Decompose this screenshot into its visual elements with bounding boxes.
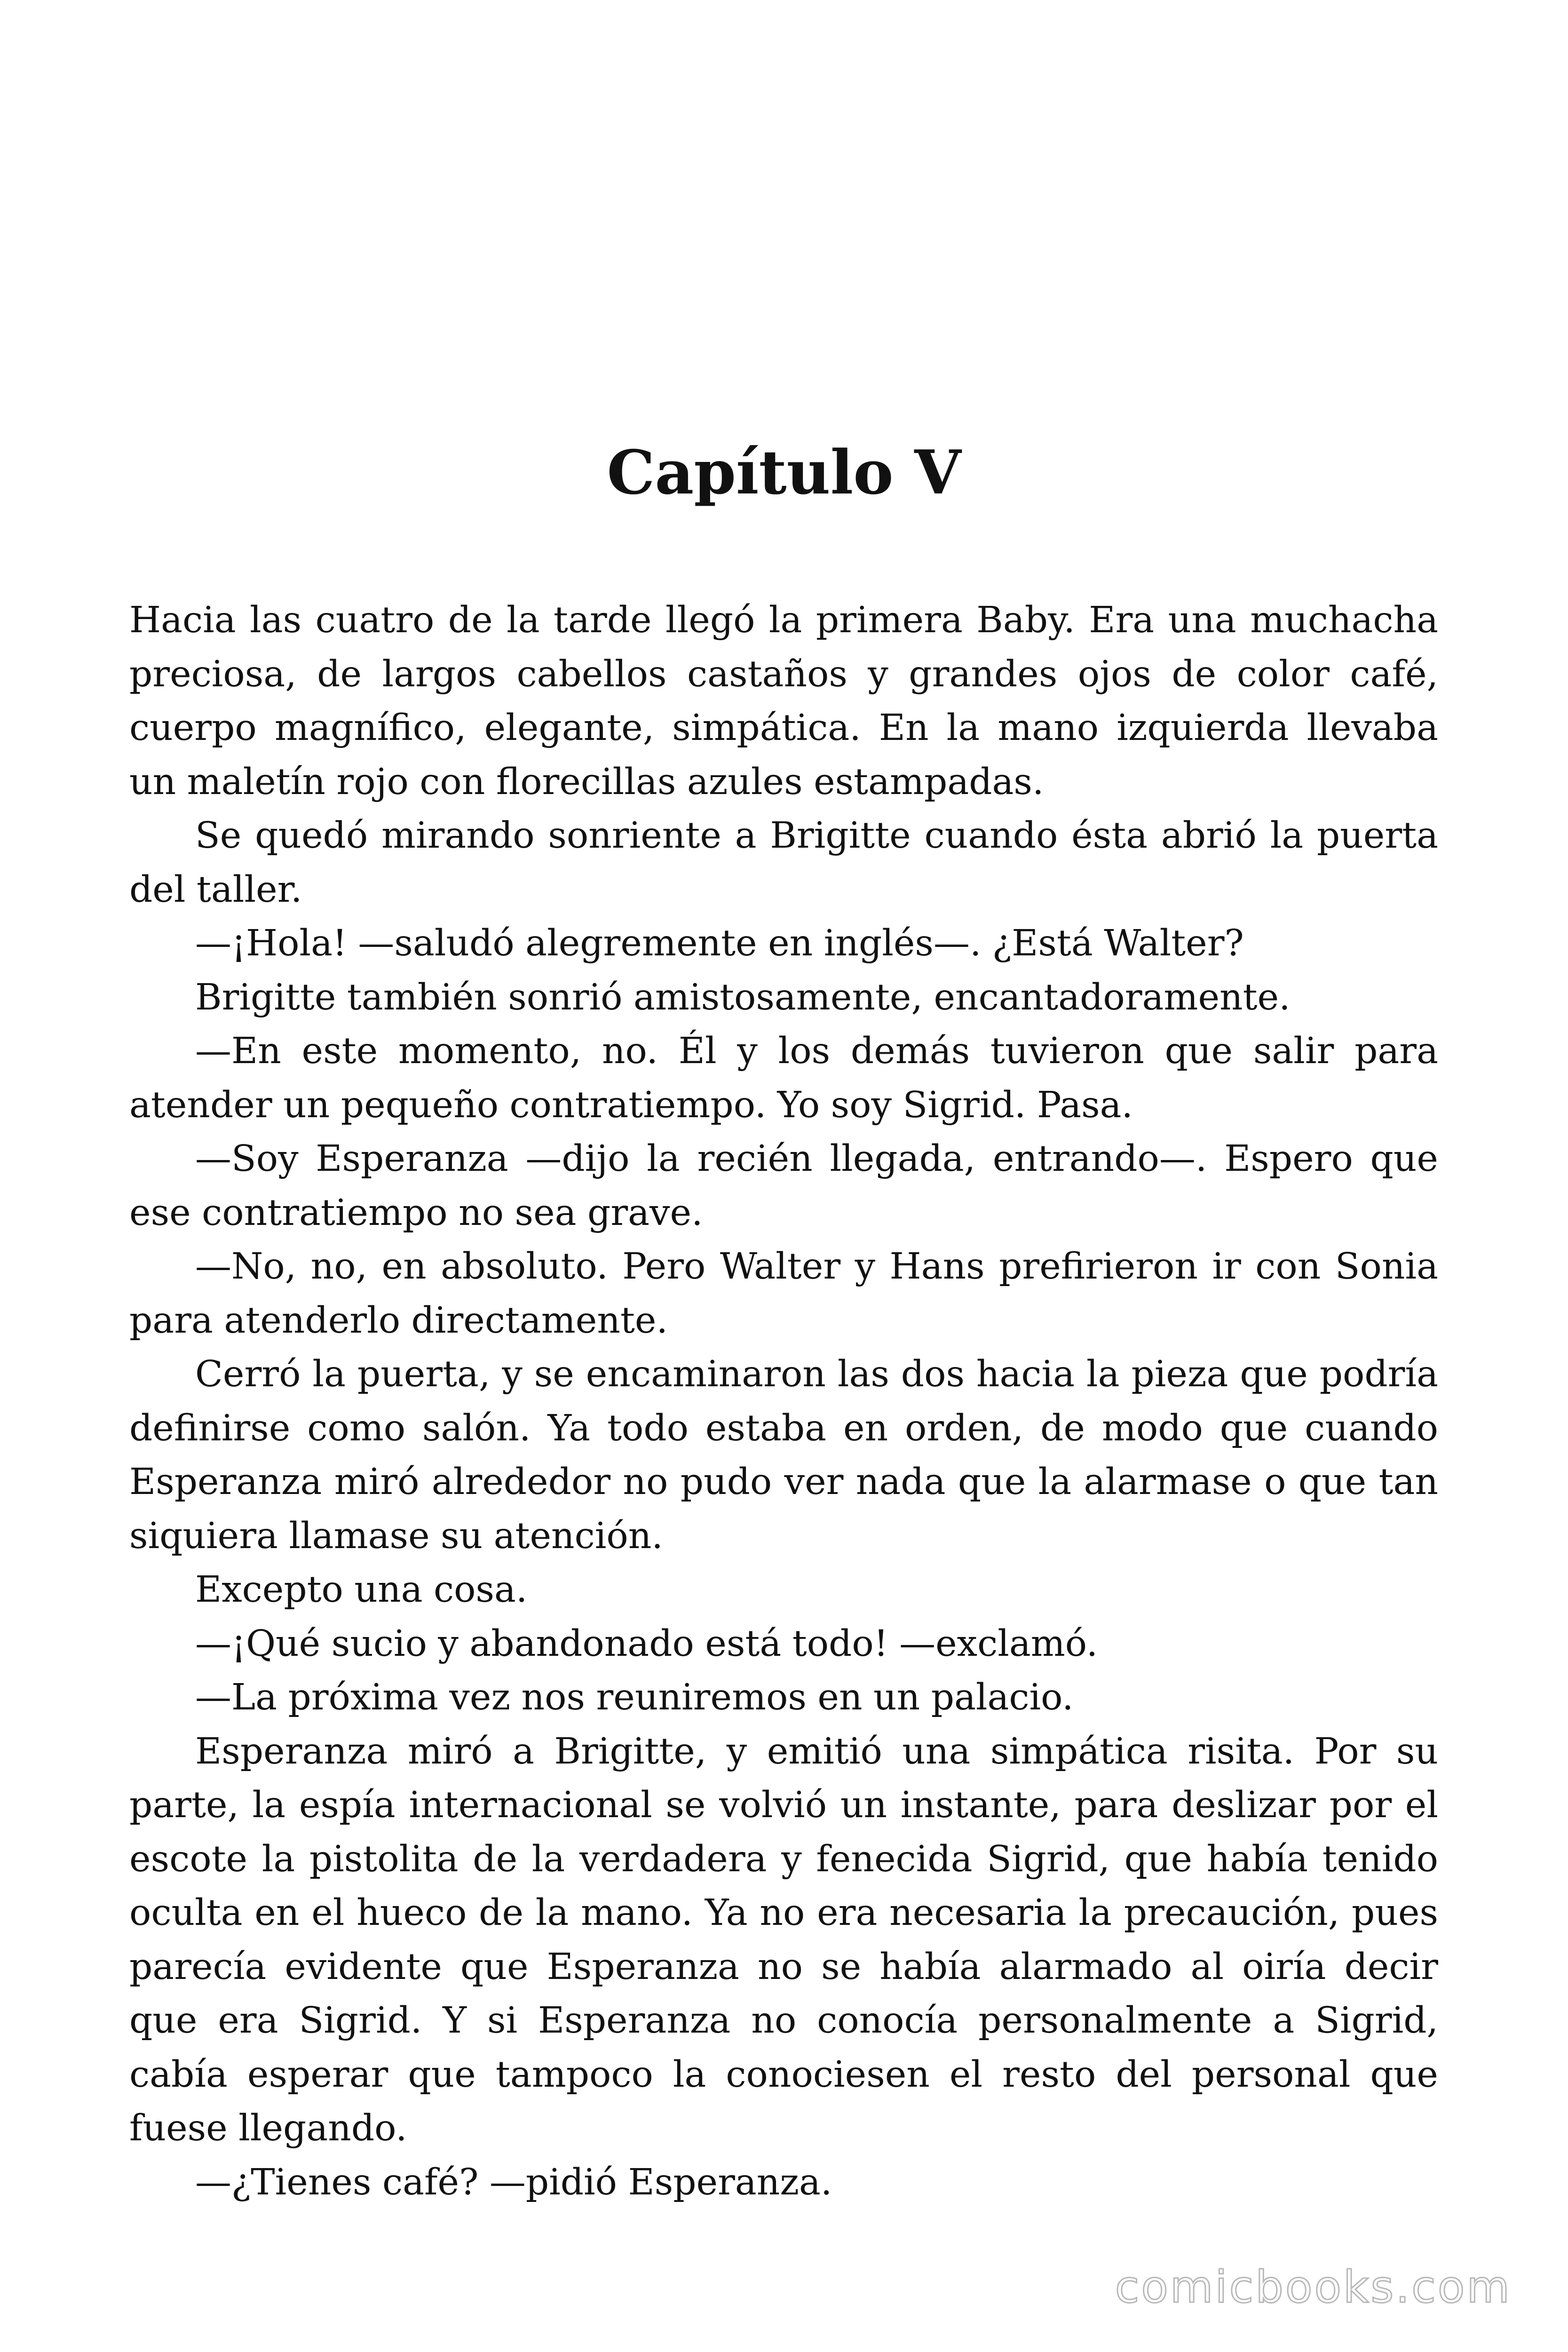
paragraph: Se quedó mirando sonriente a Brigitte cuando ésta abrió la puerta del taller. bbox=[129, 815, 1438, 911]
watermark: comicbooks.com bbox=[1115, 2262, 1512, 2313]
dialogue-line: —¿Tienes café? —pidió Esperanza. bbox=[195, 2161, 832, 2203]
dialogue-line: —¡Qué sucio y abandonado está todo! —exclamó. bbox=[195, 1622, 1098, 1665]
paragraph: Esperanza miró a Brigitte, y emitió una simpática risita. Por su parte, la espía internacional se volvió un instante, para deslizar por el escote la pistolita de la verdadera y fenecida Sigrid, que había tenido oculta en el hueco de la mano. Ya no era necesaria la precaución, pues parecía evidente que Esperanza no se había alarmado al oiría decir que era Sigrid. Y si Esperanza no conocía personalmente a Sigrid, cabía esperar que tampoco la conociesen el resto del personal que fuese llegando. bbox=[129, 1730, 1438, 2149]
paragraph: Cerró la puerta, y se encaminaron las dos hacia la pieza que podría definirse como salón. Ya todo estaba en orden, de modo que cuando Esperanza miró alrededor no pudo ver nada que la alarmase o que tan siquiera llamase su atención. bbox=[129, 1353, 1438, 1557]
paragraph: Excepto una cosa. bbox=[195, 1569, 528, 1611]
chapter-title: Capítulo V bbox=[607, 437, 961, 508]
dialogue-line: —En este momento, no. Él y los demás tuvieron que salir para atender un pequeño contratiempo. Yo soy Sigrid. Pasa. bbox=[129, 1030, 1438, 1126]
dialogue-line: —No, no, en absoluto. Pero Walter y Hans prefirieron ir con Sonia para atenderlo directamente. bbox=[129, 1246, 1438, 1342]
dialogue-line: —¡Hola! —saludó alegremente en inglés—. ¿Está Walter? bbox=[195, 922, 1244, 964]
paragraph: Hacia las cuatro de la tarde llegó la primera Baby. Era una muchacha preciosa, de largos cabellos castaños y grandes ojos de color café, cuerpo magnífico, elegante, simpática. En la mano izquierda llevaba un maletín rojo con florecillas azules estampadas. bbox=[129, 599, 1438, 803]
paragraph: Brigitte también sonrió amistosamente, encantadoramente. bbox=[195, 976, 1291, 1018]
dialogue-line: —Soy Esperanza —dijo la recién llegada, entrando—. Espero que ese contratiempo no sea grave. bbox=[129, 1138, 1438, 1234]
chapter-body bbox=[129, 594, 1438, 2209]
dialogue-line: —La próxima vez nos reuniremos en un palacio. bbox=[195, 1677, 1074, 1718]
